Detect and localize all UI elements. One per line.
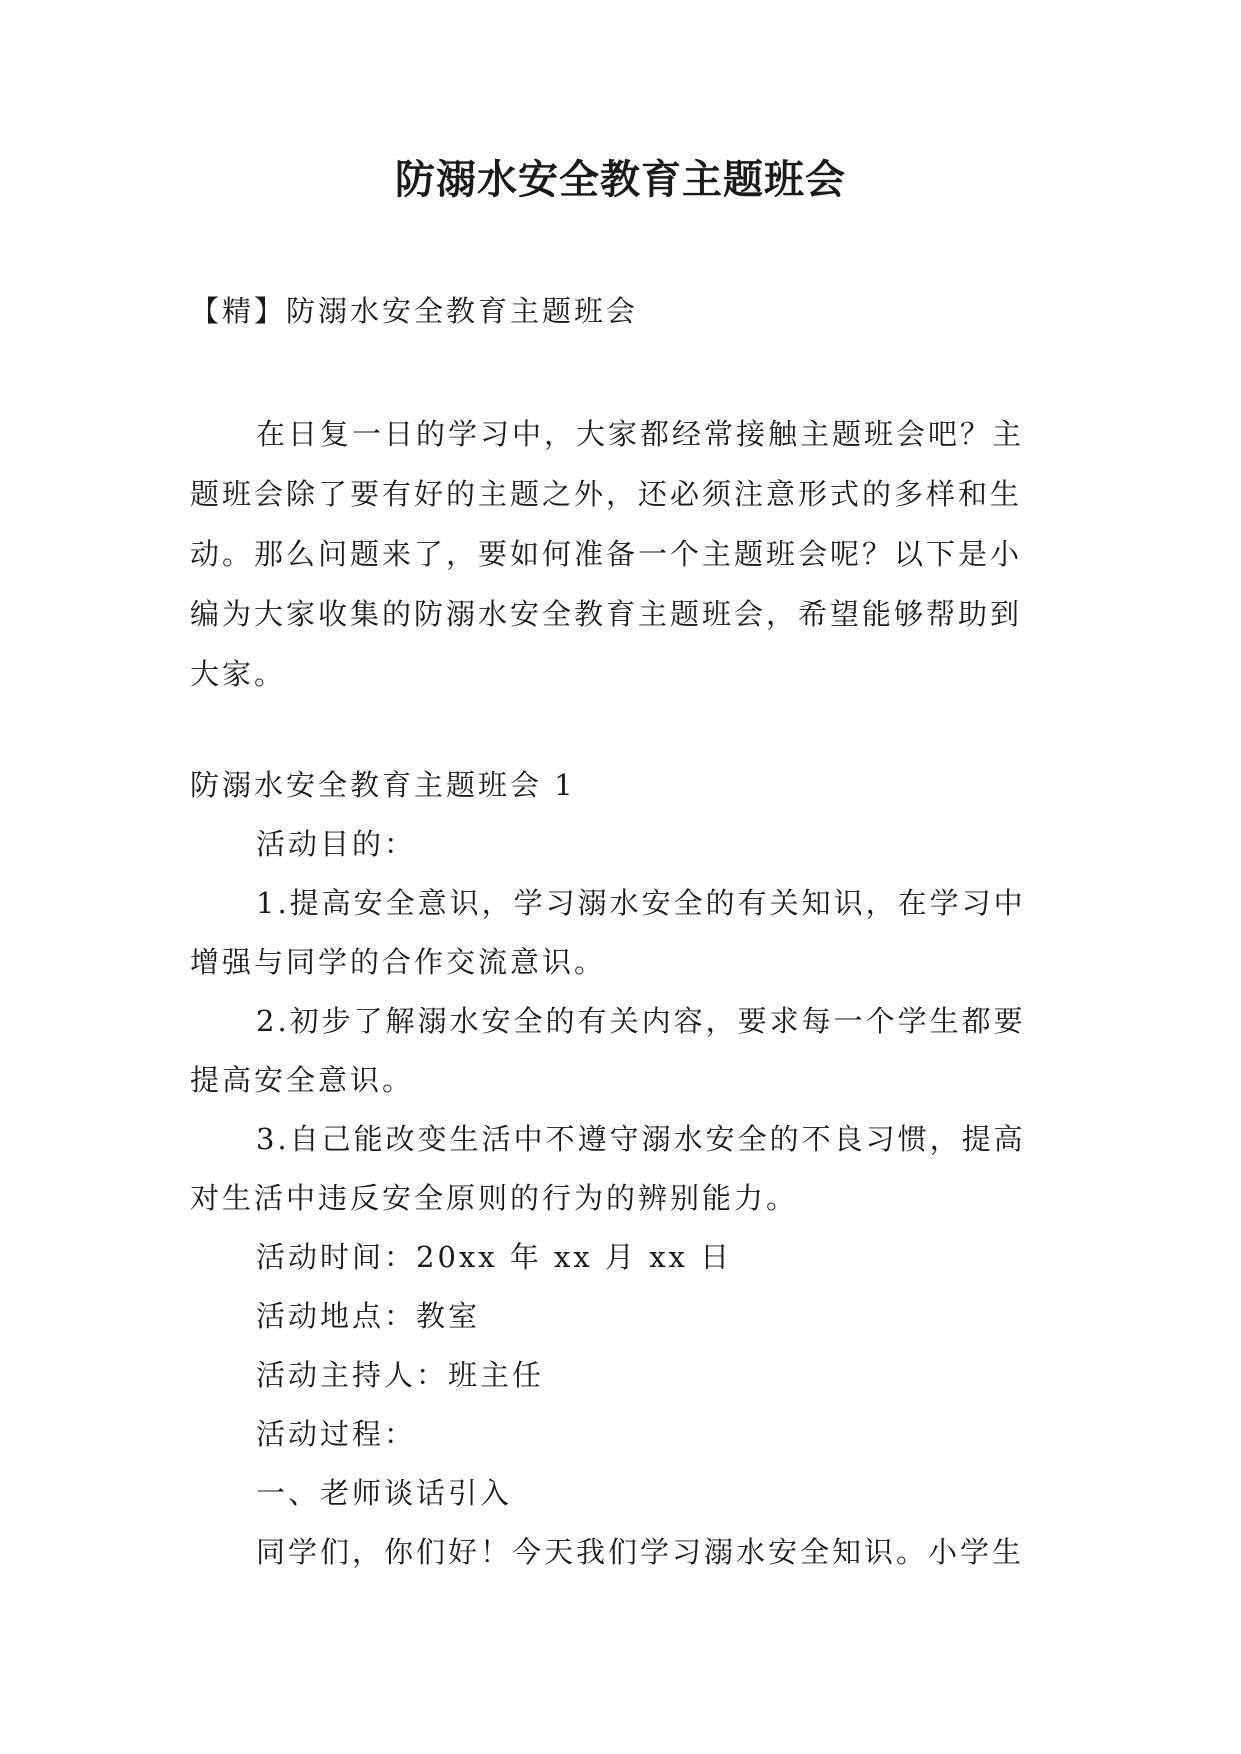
intro-paragraph: 在日复一日的学习中，大家都经常接触主题班会吧？主题班会除了要有好的主题之外，还必须注意形式的多样和生动。那么问题来了，要如何准备一个主题班会呢？以下是小编为大家收集的防溺水安全教育主题班会，希望能够帮助到大家。 (190, 417, 1025, 691)
goal-item-1: 1.提高安全意识，学习溺水安全的有关知识，在学习中增强与同学的合作交流意识。 (190, 886, 1026, 979)
step-1-heading: 一、老师谈话引入 (256, 1476, 513, 1510)
goal-label: 活动目的： (256, 827, 417, 861)
activity-time: 活动时间：20xx 年 xx 月 xx 日 (256, 1240, 733, 1274)
document-subtitle: 【精】防溺水安全教育主题班会 (190, 294, 639, 328)
section-heading: 防溺水安全教育主题班会 1 (190, 768, 576, 802)
step-1-text: 同学们，你们好！今天我们学习溺水安全知识。小学生 (256, 1535, 1025, 1569)
process-label: 活动过程： (256, 1417, 417, 1451)
goal-item-3: 3.自己能改变生活中不遵守溺水安全的不良习惯，提高对生活中违反安全原则的行为的辨别能力。 (190, 1122, 1026, 1215)
goal-item-2: 2.初步了解溺水安全的有关内容，要求每一个学生都要提高安全意识。 (190, 1004, 1026, 1097)
section-1 (190, 756, 1050, 1582)
activity-place: 活动地点：教室 (256, 1299, 481, 1333)
document-title: 防溺水安全教育主题班会 (395, 156, 846, 203)
activity-host: 活动主持人：班主任 (256, 1358, 545, 1392)
